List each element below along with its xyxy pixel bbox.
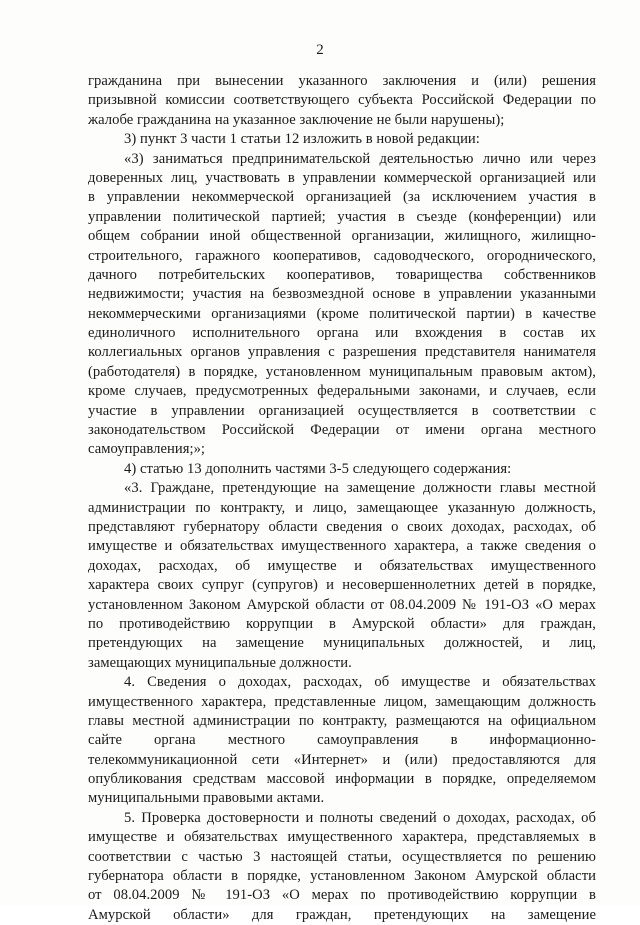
text-line: телекоммуникационной сети «Интернет» и (или) предоставляются для (88, 751, 596, 768)
text-line: соответствии с частью 3 настоящей статьи, осуществляется по решению (88, 848, 596, 865)
text-line: сайте органа местного самоуправления в информационно- (88, 732, 596, 749)
page-number: 2 (316, 42, 324, 58)
text-line: губернатора области в порядке, установленном Законом Амурской области (88, 868, 596, 885)
text-line: имущественного характера, представленные лицом, замещающим должность (88, 693, 596, 710)
text-line: 4) статью 13 дополнить частями 3-5 следующего содержания: (124, 460, 512, 477)
text-line: управлении политической партией; участия в съезде (конференции) или (88, 208, 596, 225)
text-line: жалобе гражданина на указанное заключение не были нарушены); (88, 111, 505, 128)
text-line: 3) пункт 3 части 1 статьи 12 изложить в новой редакции: (124, 131, 480, 148)
text-line: администрации по контракту, и лицо, замещающее указанную должность, (88, 499, 596, 516)
text-line: в управлении некоммерческой организацией (за исключением участия в (88, 189, 596, 206)
text-line: (работодателя) в порядке, установленном муниципальным правовым актом), (88, 363, 596, 380)
text-line: общем собрании иной общественной организации, жилищного, жилищно- (88, 228, 596, 245)
text-line: характера своих супруг (супругов) и несовершеннолетних детей в порядке, (88, 577, 596, 594)
text-line: законодательством Российской Федерации от имени органа местного (88, 422, 596, 439)
text-line: кроме случаев, предусмотренных федеральными законами, и случаев, если (88, 383, 596, 400)
text-line: доходах, расходах, об имуществе и обязательствах имущественного (88, 557, 596, 574)
text-line: от 08.04.2009 № 191-ОЗ «О мерах по противодействию коррупции в (88, 887, 596, 904)
text-line: самоуправления;»; (88, 441, 206, 458)
text-line: 4. Сведения о доходах, расходах, об имуществе и обязательствах (124, 674, 596, 691)
text-line: представляют губернатору области сведения о своих доходах, расходах, об (88, 518, 596, 535)
text-line: доверенных лиц, участвовать в управлении коммерческой организацией или (88, 169, 596, 186)
text-line: опубликования средствам массовой информации в порядке, определяемом (88, 771, 596, 788)
text-line: установленном Законом Амурской области от 08.04.2009 № 191-ОЗ «О мерах (88, 596, 596, 613)
text-line: строительного, гаражного кооперативов, садоводческого, огороднического, (88, 247, 596, 264)
text-line: «3) заниматься предпринимательской деятельностью лично или через (124, 150, 596, 167)
text-line: коллегиальных органов управления с разрешения представителя нанимателя (88, 344, 596, 361)
text-line: дачного потребительских кооперативов, товарищества собственников (88, 266, 596, 283)
text-line: некоммерческими организациями (кроме политической партии) в качестве (88, 305, 596, 322)
text-line: имуществе и обязательствах имущественного характера, а также сведения о (88, 538, 596, 555)
text-line: по противодействию коррупции в Амурской области» для граждан, (88, 615, 596, 632)
text-line: 5. Проверка достоверности и полноты сведений о доходах, расходах, об (124, 809, 596, 826)
text-line: гражданина при вынесении указанного заключения и (или) решения (88, 73, 596, 89)
text-line: «3. Граждане, претендующие на замещение должности главы местной (124, 480, 596, 497)
text-line: муниципальными правовыми актами. (88, 790, 325, 807)
text-line: имуществе и обязательствах имущественного характера, представляемых в (88, 829, 596, 846)
text-line: замещающих муниципальные должности. (88, 654, 352, 671)
text-line: недвижимости; участия на безвозмездной основе в управлении указанными (88, 286, 596, 303)
text-line: участие в управлении организацией осуществляется в соответствии с (88, 402, 596, 419)
text-line: призывной комиссии соответствующего субъекта Российской Федерации по (88, 92, 596, 109)
text-line: единоличного исполнительного органа или вхождения в состав их (88, 325, 596, 342)
document-body (88, 72, 596, 925)
text-line: претендующих на замещение муниципальных должностей, и лиц, (88, 635, 596, 652)
text-line: Амурской области» для граждан, претендующих на замещение (88, 906, 596, 923)
text-line: главы местной администрации по контракту, размещаются на официальном (88, 712, 596, 729)
